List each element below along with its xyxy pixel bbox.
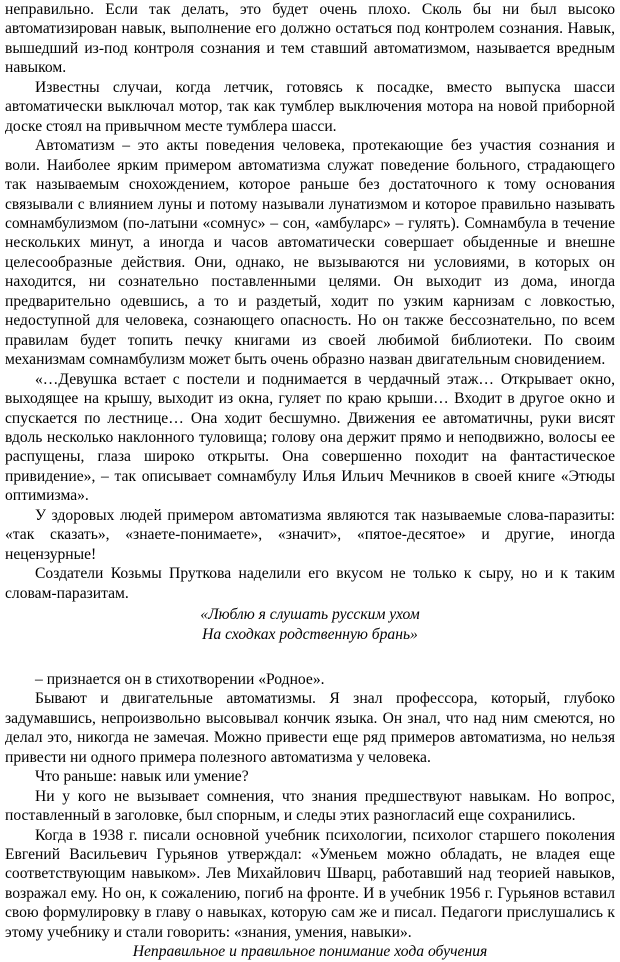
paragraph-prutkov: Создатели Козьмы Пруткова наделили его вкусом не только к сыру, но и к таким словам-паразитам. — [5, 565, 615, 602]
paragraph-filler-words: У здоровых людей примером автоматизма являются так называемые слова-паразиты: «так сказать», «знаете-понимаете», «значит», «пятое-десятое» и другие, иногда нецензурные! — [5, 506, 615, 563]
paragraph-knowledge-first: Ни у кого не вызывает сомнения, что знания предшествуют навыкам. Но вопрос, поставленный в заголовке, был спорным, и следы этих разногласий еще сохранились. — [5, 787, 615, 825]
paragraph-automatism-definition: Автоматизм – это акты поведения человека, протекающие без участия сознания и воли. Наиболее ярким примером автоматизма служат поведение больного, страдающего так называемым снохождением, которое раньше без достаточного к тому основания связывали с влиянием луны и потому называли лунатизмом и которое правильно называть сомнамбулизмом (по-латыни «сомнус» – сон, «амбуларс» – гулять). Сомнамбула в течение нескольких минут, а иногда и часов автоматически совершает обыденные и внешне целесообразные действия. Они, однако, не вызываются ни условиями, в которых он находится, ни сознательно поставленными целями. Он выходит из дома, иногда предварительно одевшись, а то и раздетый, ходит по узким карнизам с ловкостью, недоступной для человека, сознающего опасность. Но он также бессознательно, по всем правилам будет топить печку книгами из своей любимой библиотеки. По своим механизмам сомнамбулизм может быть очень образно назван двигательным сновидением. — [5, 137, 615, 369]
paragraph-poem-attribution: – признается он в стихотворении «Родное». — [35, 670, 325, 688]
document-page — [5, 0, 615, 962]
paragraph-pilot-example: Известны случаи, когда летчик, готовясь к посадке, вместо выпуска шасси автоматически выключал мотор, так как тумблер выключения мотора на новой приборной доске стоял на привычном месте тумблера шасси. — [5, 78, 615, 135]
section-subheading: Неправильное и правильное понимание хода обучения — [132, 943, 488, 961]
poem-line: На сходках родственную брань» — [202, 625, 418, 643]
paragraph-harmful-skill: неправильно. Если так делать, это будет очень плохо. Сколь бы ни был высоко автоматизирован навык, выполнение его должно остаться под контролем сознания. Навык, вышедший из-под контроля сознания и тем ставший автоматизмом, называется вредным навыком. — [5, 1, 615, 77]
paragraph-textbook-history: Когда в 1938 г. писали основной учебник психологии, психолог старшего поколения Евгений Васильевич Гурьянов утверждал: «Уменьем можно обладать, не владея еще соответствующим навыком». Лев Михайлович Шварц, работавший над теорией навыков, возражал ему. Но он, к сожалению, погиб на фронте. И в учебник 1956 г. Гурьянов вставил свою формулировку в главу о навыках, которую сам же и писал. Педагоги прислушались к этому учебнику и стали говорить: «знания, умения, навыки». — [5, 826, 615, 941]
spacer — [5, 644, 615, 670]
paragraph-motor-automatisms: Бывают и двигательные автоматизмы. Я знал профессора, который, глубоко задумавшись, непроизвольно высовывал кончик языка. Он знал, что над ним смеются, но делал это, никогда не замечая. Можно привести еще ряд примеров автоматизма, но нельзя привести ни одного примера полезного автоматизма у человека. — [5, 690, 615, 766]
paragraph-mechnikov-quote: «…Девушка встает с постели и поднимается в чердачный этаж… Открывает окно, выходящее на крышу, выходит из окна, гуляет по краю крыши… Входит в другое окно и спускается по лестнице… Она ходит бесшумно. Движения ее автоматичны, руки висят вдоль несколько наклонного туловища; голову она держит прямо и неподвижно, волосы ее распущены, глаза широко открыты. Она совершенно походит на фантастическое привидение», – так описывает сомнамбулу Илья Ильич Мечников в своей книге «Этюды оптимизма». — [5, 370, 615, 505]
poem-line: «Люблю я слушать русским ухом — [200, 606, 420, 624]
poem-quote — [5, 605, 615, 644]
paragraph-question: Что раньше: навык или умение? — [35, 768, 249, 786]
